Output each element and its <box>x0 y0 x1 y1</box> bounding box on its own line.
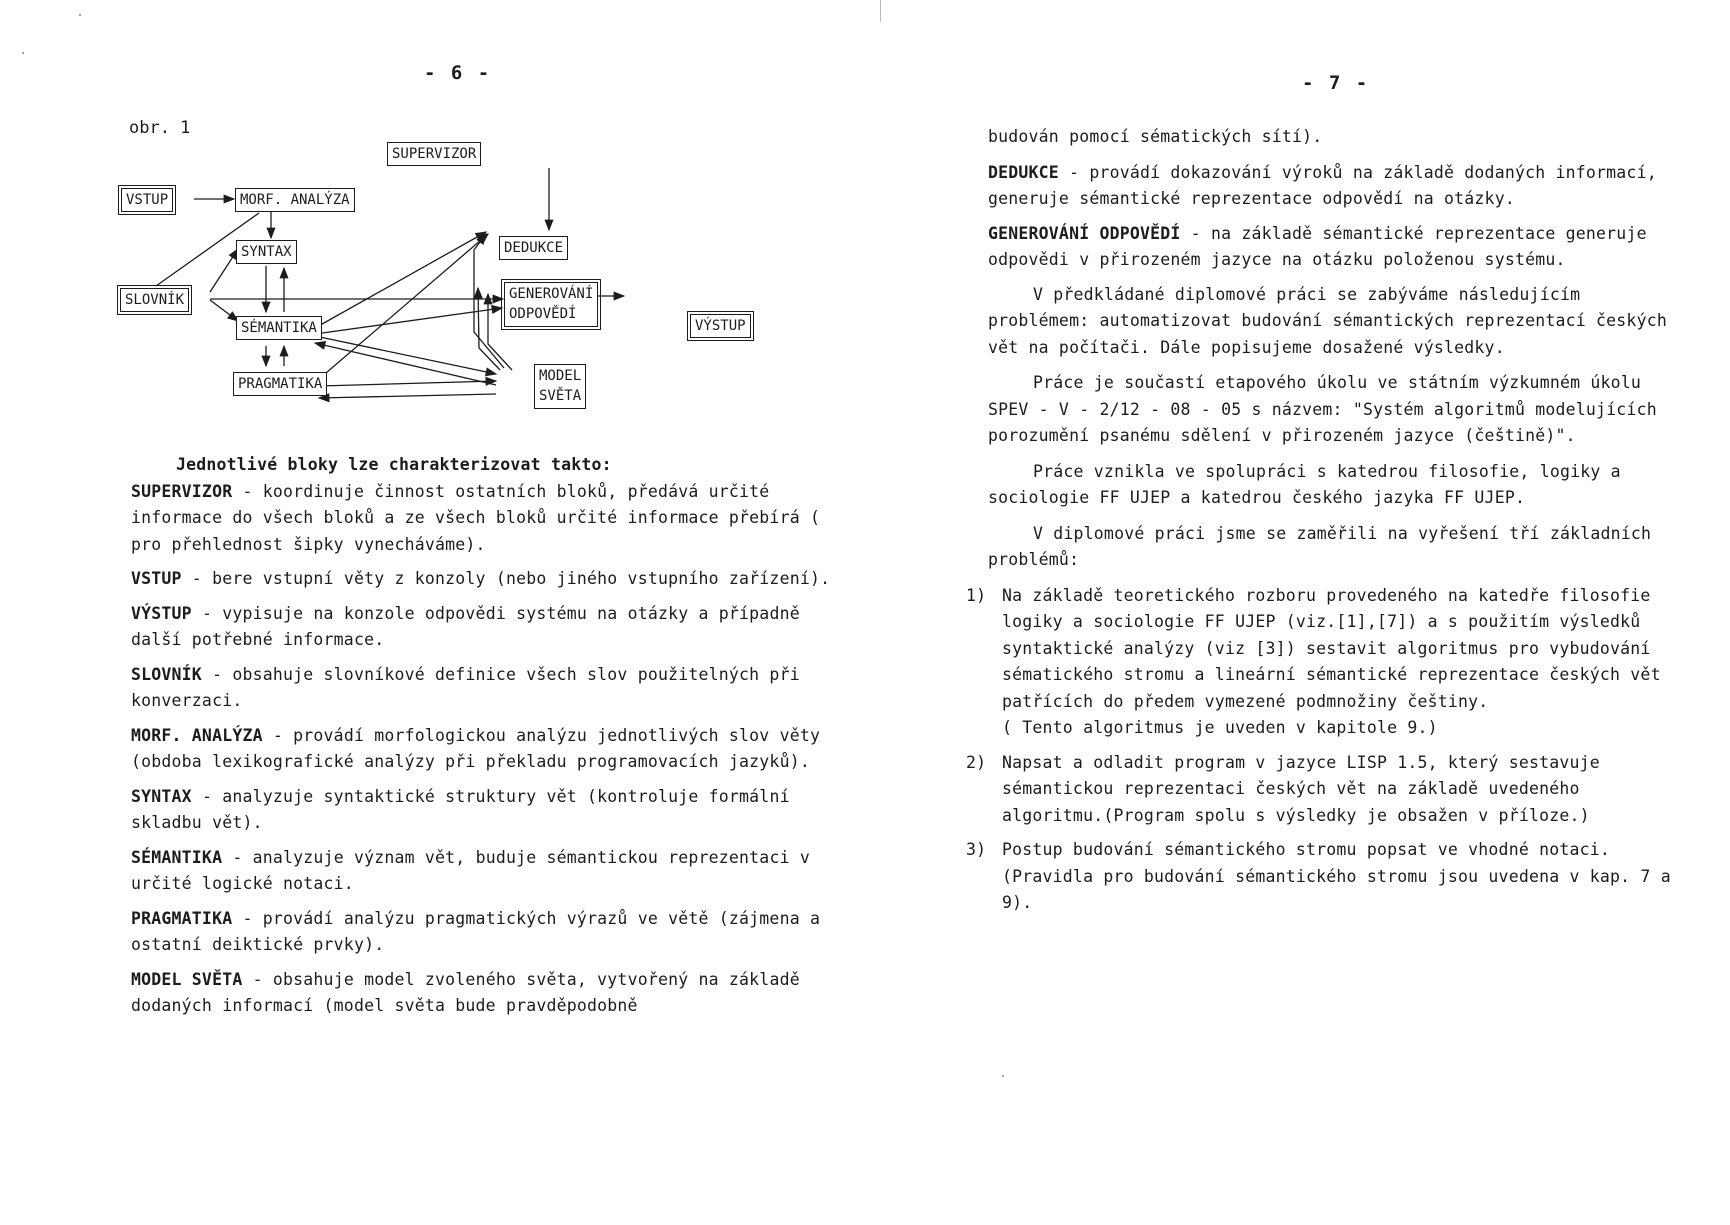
slovnik-box: SLOVNÍK <box>120 288 189 312</box>
page-number: - 6 - <box>424 62 492 84</box>
definition-term: SYNTAX <box>131 786 192 806</box>
definition-text: - koordinuje činnost ostatních bloků, předává určité informace do všech bloků a ze všech bloků určité informace přebírá ( pro přehlednost šipky vynecháváme). <box>131 481 821 554</box>
continuation-text: budován pomocí sématických sítí). <box>988 127 1323 146</box>
left-body-text <box>131 452 831 1028</box>
list-item <box>966 837 1688 917</box>
generovani-line-2: ODPOVĚDÍ <box>509 306 577 323</box>
problem-list <box>966 583 1688 917</box>
supervizor-box: SUPERVIZOR <box>387 142 481 166</box>
vstup-box: VSTUP <box>121 188 173 212</box>
definition-morf-analyza <box>131 723 831 776</box>
paragraph: V diplomové práci jsme se zaměřili na vyřešení tří základních problémů: <box>988 523 1652 569</box>
definition-term: VSTUP <box>131 569 182 588</box>
definition-text: - provádí dokazování výroků na základě dodaných informací, generuje sémantické reprezentace odpovědí na otázky. <box>988 162 1657 208</box>
definition-text: - na základě sémantické reprezentace generuje odpovědi v přirozeném jazyce na otázku položenou systému. <box>988 223 1647 269</box>
semantika-box: SÉMANTIKA <box>236 316 322 340</box>
definition-pragmatika <box>131 906 831 959</box>
diagram-connectors <box>118 138 768 428</box>
definition-text: - bere vstupní věty z konzoly (nebo jiného vstupního zařízení). <box>181 569 831 588</box>
definition-term: PRAGMATIKA <box>131 908 233 928</box>
pragmatika-box: PRAGMATIKA <box>233 372 327 396</box>
definition-text: - analyzuje syntaktické struktury vět (kontroluje formální skladbu vět). <box>131 786 790 832</box>
generovani-odpovedi-box <box>504 282 598 327</box>
page-number: - 7 - <box>1302 72 1370 94</box>
definition-text: - obsahuje slovníkové definice všech slov použitelných při konverzaci. <box>131 664 800 710</box>
dedukce-box: DEDUKCE <box>499 236 568 260</box>
list-item <box>966 750 1688 830</box>
definition-slovnik <box>131 662 831 715</box>
definition-term: GENEROVÁNÍ ODPOVĚDÍ <box>988 223 1181 243</box>
definition-semantika <box>131 845 831 898</box>
definition-term: MODEL SVĚTA <box>131 969 243 989</box>
definition-supervizor <box>131 479 831 559</box>
generovani-line-1: GENEROVÁNÍ <box>509 286 594 302</box>
paragraph: V předkládané diplomové práci se zabýváme následujícím problémem: automatizovat budování sémantických reprezentací českých vět na počítači. Dále popisujeme dosažené výsledky. <box>988 284 1667 357</box>
vystup-box: VÝSTUP <box>690 314 751 338</box>
definition-term: DEDUKCE <box>988 162 1059 182</box>
definition-vystup <box>131 601 831 654</box>
list-text: Na základě teoretického rozboru provedeného na katedře filosofie logiky a sociologie FF UJEP (viz.[1],[7]) a s použitím výsledků syntaktické analýzy (viz [3]) sestavit algoritmus pro vybudování sématického stromu a lineární sémantické reprezentace českých vět patřících do předem vymezené podmnožiny češtiny. <box>1002 585 1661 711</box>
definition-syntax <box>131 784 831 837</box>
definition-dedukce <box>988 160 1688 213</box>
list-number: 2) <box>966 752 987 772</box>
definition-model-sveta <box>131 967 831 1020</box>
list-text: Napsat a odladit program v jazyce LISP 1.5, který sestavuje sémantickou reprezentaci českých vět na základě uvedeného algoritmu.(Program spolu s výsledky je obsažen v příloze.) <box>1002 752 1600 825</box>
definition-text: - vypisuje na konzole odpovědi systému na otázky a případně další potřebné informace. <box>131 603 800 649</box>
definitions-intro: Jednotlivé bloky lze charakterizovat takto: <box>176 455 612 474</box>
definition-term: SÉMANTIKA <box>131 847 223 867</box>
morf-analyza-box: MORF. ANALÝZA <box>235 188 355 212</box>
definition-term: SLOVNÍK <box>131 664 202 684</box>
definition-generovani-odpovedi <box>988 221 1688 274</box>
syntax-box: SYNTAX <box>236 240 297 264</box>
list-item <box>966 583 1688 742</box>
figure-caption: obr. 1 <box>129 118 191 138</box>
definition-term: SUPERVIZOR <box>131 481 233 501</box>
definition-text: - analyzuje význam vět, buduje sémantickou reprezentaci v určité logické notaci. <box>131 847 810 893</box>
definition-text: - obsahuje model zvoleného světa, vytvořený na základě dodaných informací (model světa bude pravděpodobně <box>131 969 800 1015</box>
definition-term: VÝSTUP <box>131 603 192 623</box>
definition-text: - provádí analýzu pragmatických výrazů ve větě (zájmena a ostatní deiktické prvky). <box>131 908 821 954</box>
list-body <box>1002 583 1688 742</box>
model-line-1: MODEL <box>539 368 582 384</box>
definition-term: MORF. ANALÝZA <box>131 725 263 745</box>
definition-text: - provádí morfologickou analýzu jednotlivých slov věty (obdoba lexikografické analýzy při překladu programovacích jazyků). <box>131 725 821 771</box>
list-note: ( Tento algoritmus je uveden v kapitole 9.) <box>1002 718 1438 737</box>
right-body-text <box>966 124 1688 925</box>
list-text: Postup budování sémantického stromu popsat ve vhodné notaci. (Pravidla pro budování sémantického stromu jsou uvedena v kap. 7 a 9). <box>1002 840 1671 912</box>
paragraph: Práce je součastí etapového úkolu ve státním výzkumném úkolu SPEV - V - 2/12 - 08 - 05 s názvem: "Systém algoritmů modelujících porozumění psanému sdělení v přirozeném jazyce (češtině)". <box>988 373 1657 445</box>
paragraph: Práce vznikla ve spolupráci s katedrou filosofie, logiky a sociologie FF UJEP a katedrou českého jazyka FF UJEP. <box>988 461 1621 507</box>
list-number: 1) <box>966 585 987 605</box>
definition-vstup <box>131 566 831 593</box>
system-block-diagram <box>118 138 768 428</box>
model-line-2: SVĚTA <box>539 388 582 405</box>
model-sveta-box <box>534 364 586 409</box>
list-number: 3) <box>966 840 987 859</box>
